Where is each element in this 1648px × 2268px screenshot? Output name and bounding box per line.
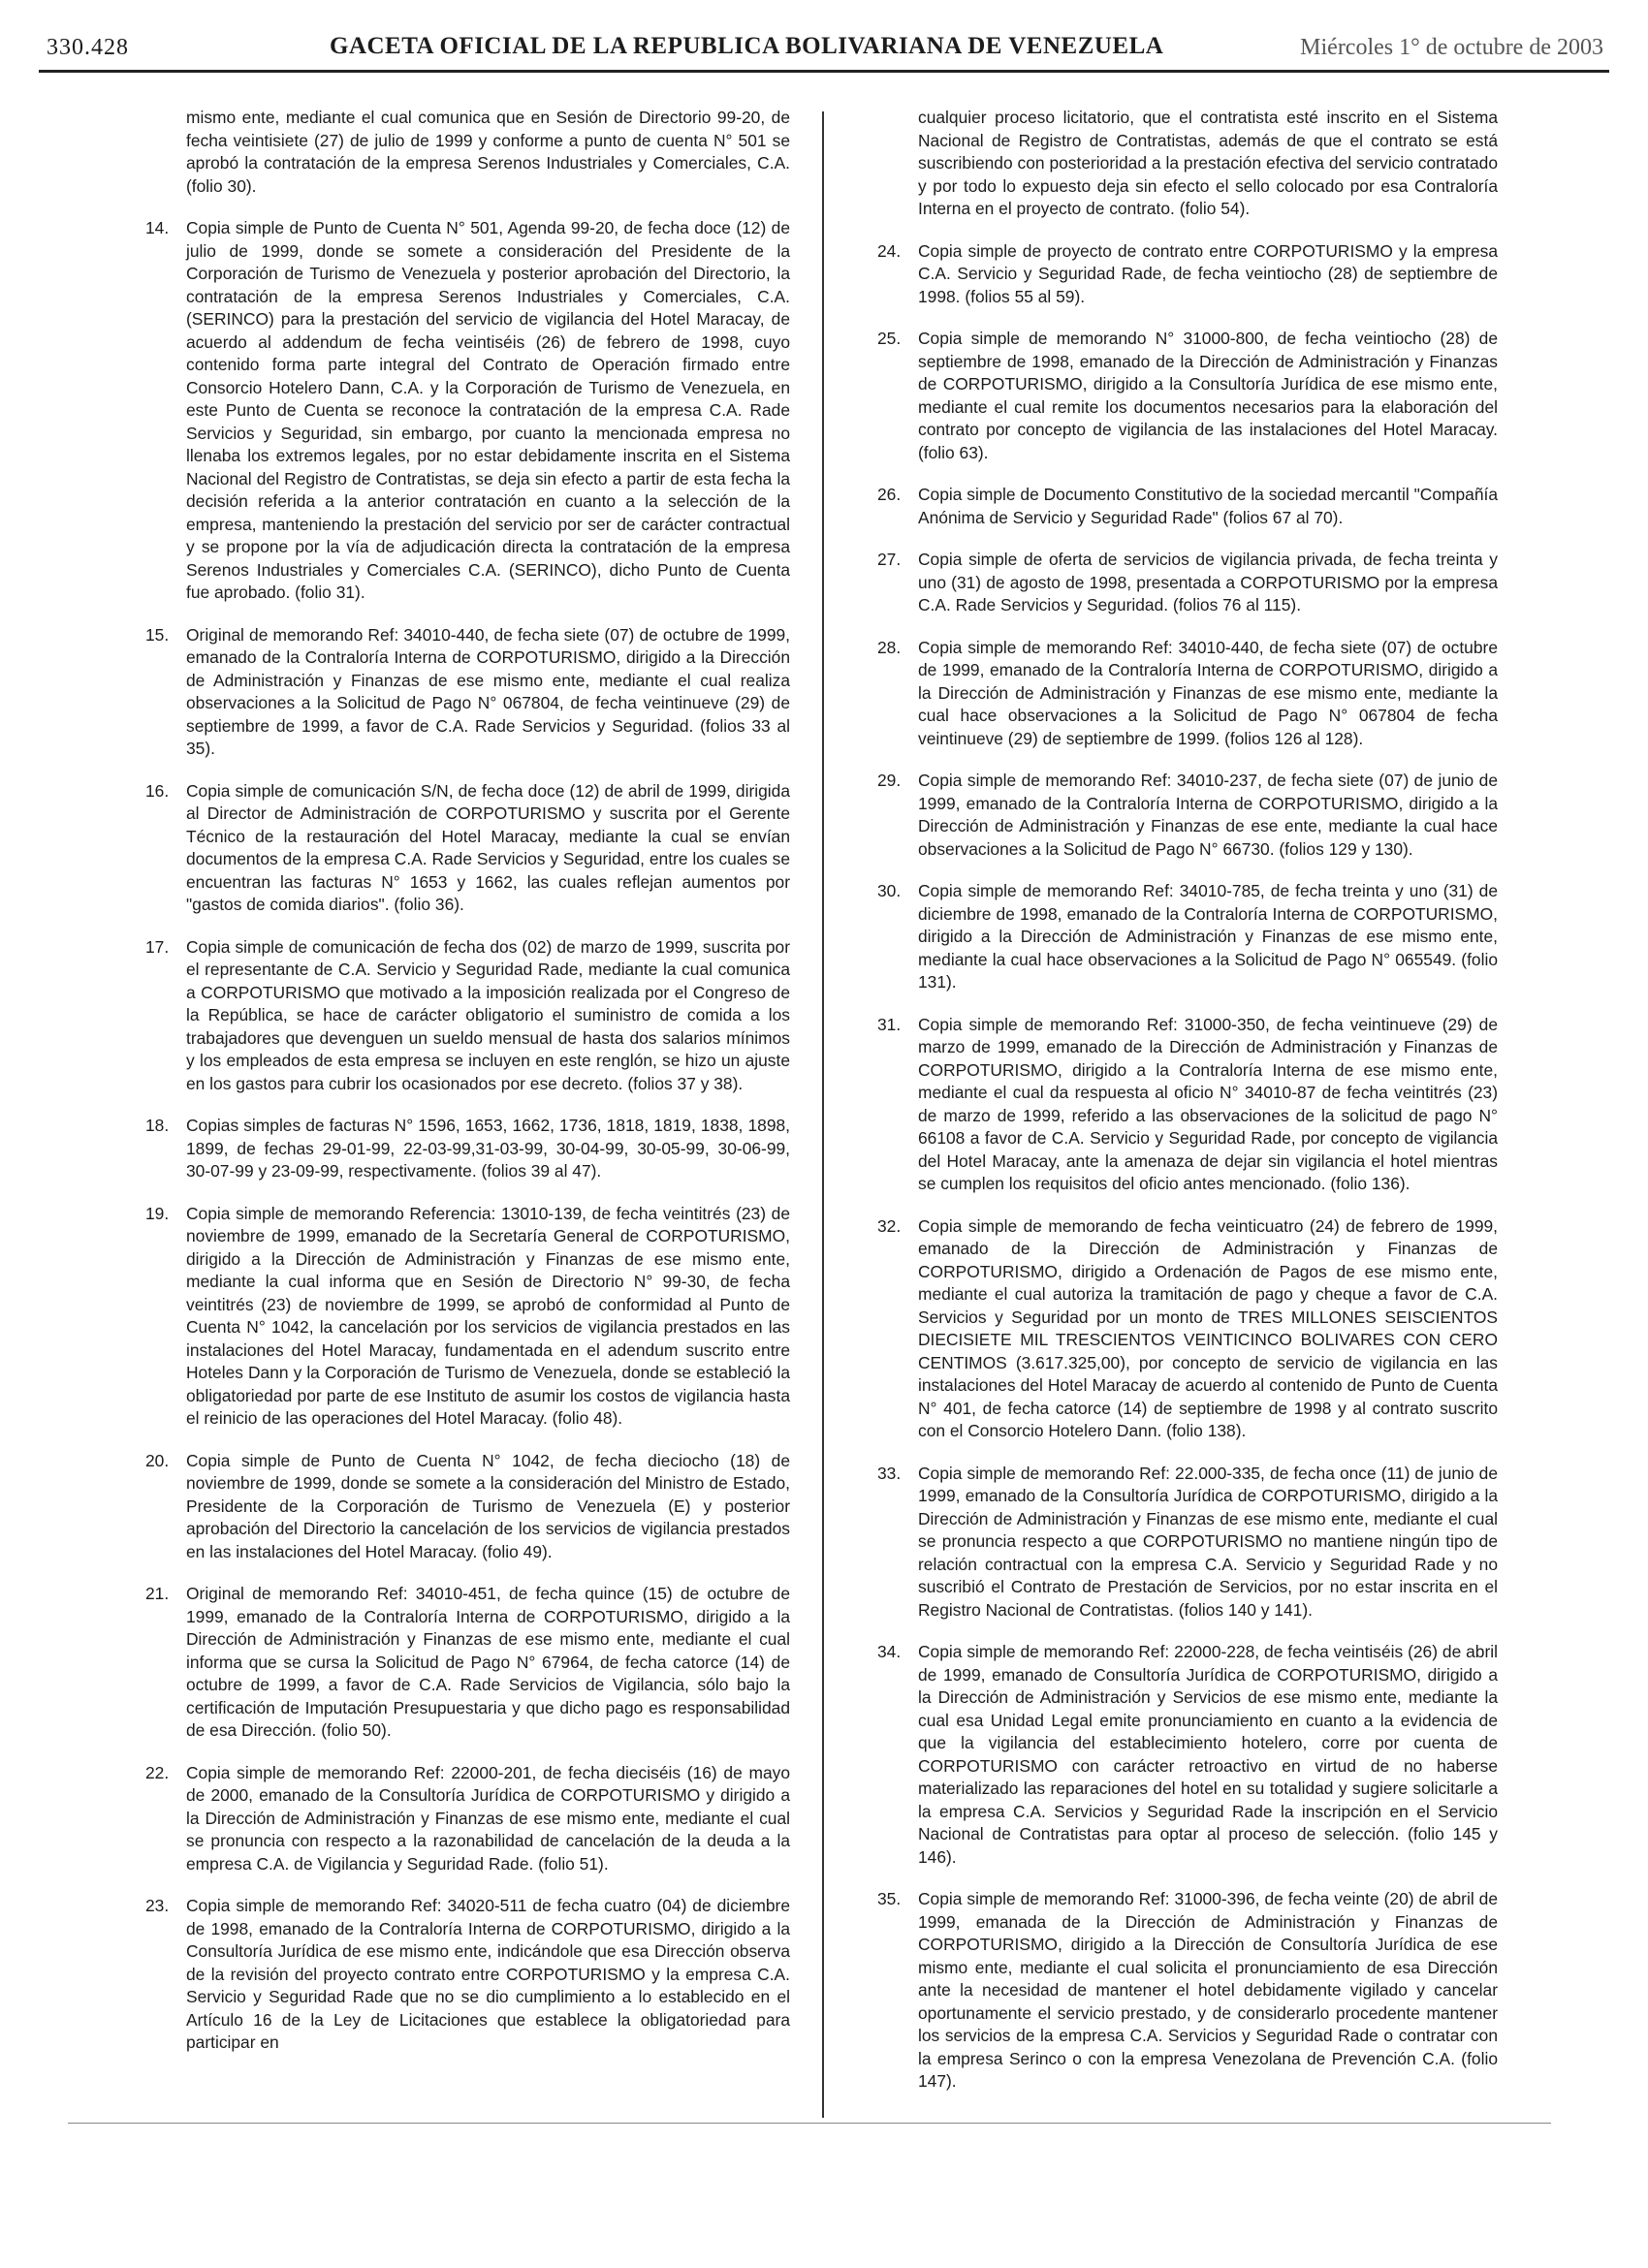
gazette-header xyxy=(39,31,1609,73)
item-text: Copia simple de memorando Ref: 34010-785, de fecha treinta y uno (31) de diciembre de 1998, emanado de la Contraloría Interna de CORPOTURISMO, dirigido a la Dirección de Administración y Finanzas de ese mismo ente, mediante la cual hace observaciones a la Solicitud de Pago N° 065549. (folio 131). xyxy=(918,881,1498,992)
item-number: 21. xyxy=(145,1584,170,1603)
item-text: Original de memorando Ref: 34010-440, de fecha siete (07) de octubre de 1999, emanado de la Contraloría Interna de CORPOTURISMO, dirigido a la Dirección de Administración y Finanzas de ese mismo ente, mediante el cual realiza observaciones a la Solicitud de Pago N° 067804, de fecha veintinueve (29) de septiembre de 1999, a favor de C.A. Rade Servicios y Seguridad. (folios 33 al 35). xyxy=(186,624,790,758)
item-number: 17. xyxy=(145,936,170,957)
list-item xyxy=(877,240,1498,309)
list-item xyxy=(877,549,1498,617)
list-item xyxy=(877,1463,1498,1622)
item-number: 35. xyxy=(877,1889,902,1908)
item-text: Copia simple de Punto de Cuenta N° 1042, de fecha dieciocho (18) de noviembre de 1999, donde se somete a la consideración del Ministro de Estado, Presidente de la Corporación de Turismo de Venezuela (E) y posterior aprobación del Directorio la cancelación de los servicios de vigilancia prestados en las instalaciones del Hotel Maracay. (folio 49). xyxy=(186,1450,790,1561)
item-number: 28. xyxy=(877,637,902,657)
list-item xyxy=(145,1203,790,1431)
footer-rule xyxy=(68,2123,1551,2124)
gazette-title: GACETA OFICIAL DE LA REPUBLICA BOLIVARIANA DE VENEZUELA xyxy=(330,33,1164,59)
list-item xyxy=(877,637,1498,751)
item-number: 30. xyxy=(877,881,902,900)
item-text: Copia simple de memorando Ref: 22000-228, de fecha veintiséis (26) de abril de 1999, emanado de Consultoría Jurídica de CORPOTURISMO, dirigido a la Dirección de Administración y Servicios de ese mismo ente, mediante la cual esa Unidad Legal emite pronunciamiento en cuanto a la evidencia de que la vigilancia del establecimiento hotelero, corre por cuenta de CORPOTURISMO con carácter retroactivo en virtud de no haberse materializado las reparaciones del hotel en su totalidad y sugiere solicitarle a la empresa C.A. Servicios y Seguridad Rade la inscripción en el Servicio Nacional de Contratistas para optar al proceso de selección. (folio 145 y 146). xyxy=(918,1642,1498,1867)
list-item xyxy=(877,484,1498,529)
column-divider xyxy=(822,111,824,2118)
list-item xyxy=(145,1895,790,2055)
item-text: Original de memorando Ref: 34010-451, de fecha quince (15) de octubre de 1999, emanado de la Contraloría Interna de CORPOTURISMO, dirigido a la Dirección de Administración y Finanzas de ese mismo ente, mediante el cual informa que se cursa la Solicitud de Pago N° 67964, de fecha catorce (14) de octubre de 1999, a favor de C.A. Rade Servicios de Vigilancia, sólo bajo la certificación de Imputación Presupuestaria y que dicho pago es responsabilidad de esa Dirección. (folio 50). xyxy=(186,1584,790,1740)
list-item xyxy=(145,624,790,761)
item-text: Copia simple de Documento Constitutivo de la sociedad mercantil "Compañía Anónima de Servicio y Seguridad Rade" (folios 67 al 70). xyxy=(918,485,1498,527)
right-item-list xyxy=(877,240,1498,2094)
list-item xyxy=(877,1014,1498,1196)
item-number: 32. xyxy=(877,1215,902,1236)
list-item xyxy=(145,936,790,1096)
issue-date: Miércoles 1° de octubre de 2003 xyxy=(1300,35,1603,60)
list-item xyxy=(877,1215,1498,1443)
list-item xyxy=(877,1888,1498,2094)
item-text: Copia simple de memorando Ref: 31000-350, de fecha veintinueve (29) de marzo de 1999, emanado de la Dirección de Administración y Finanzas de CORPOTURISMO, dirigido a la Contraloría Interna de ese mismo ente, mediante el cual da respuesta al oficio N° 34010-87 de fecha veintitrés (23) de marzo de 1999, referido a las observaciones de la solicitud de pago N° 66108 a favor de C.A. Servicio y Seguridad Rade, por concepto de vigilancia del Hotel Maracay, ante la amenaza de dejar sin vigilancia el hotel mientras se cumplen los requisitos del oficio antes mencionado. (folio 136). xyxy=(918,1014,1498,1193)
list-item xyxy=(877,880,1498,994)
item-number: 24. xyxy=(877,240,902,261)
item-text: Copia simple de proyecto de contrato entre CORPOTURISMO y la empresa C.A. Servicio y Seguridad Rade, de fecha veintiocho (28) de septiembre de 1998. (folios 55 al 59). xyxy=(918,240,1498,306)
item-text: Copia simple de memorando Ref: 22000-201, de fecha dieciséis (16) de mayo de 2000, emanado de la Consultoría Jurídica de CORPOTURISMO y dirigido a la Dirección de Administración y Finanzas de ese mismo ente, mediante el cual se pronuncia con respecto a la razonabilidad de cancelación de la deuda a la empresa C.A. de Vigilancia y Seguridad Rade. (folio 51). xyxy=(186,1762,790,1874)
list-item xyxy=(145,217,790,605)
list-item xyxy=(145,780,790,917)
list-item xyxy=(145,1450,790,1564)
item-text: Copia simple de memorando N° 31000-800, de fecha veintiocho (28) de septiembre de 1998, emanado de la Dirección de Administración y Finanzas de CORPOTURISMO, dirigido a la Consultoría Jurídica de ese mismo ente, mediante el cual remite los documentos necesarios para la elaboración del contrato por concepto de vigilancia de las instalaciones del Hotel Maracay. (folio 63). xyxy=(918,329,1498,462)
item-number: 23. xyxy=(145,1896,170,1915)
item-number: 34. xyxy=(877,1642,902,1661)
item-text: Copia simple de memorando Referencia: 13010-139, de fecha veintitrés (23) de noviembre de 1999, emanado de la Secretaría General de CORPOTURISMO, dirigido a la Dirección de Administración y Finanzas de ese mismo ente, mediante la cual informa que en Sesión de Directorio N° 99-30, de fecha veintitrés (23) de noviembre de 1999, se aprobó de conformidad al Punto de Cuenta N° 1042, la cancelación por los servicios de vigilancia prestados en las instalaciones del Hotel Maracay, fundamentada en el adendum suscrito entre Hoteles Dann y la Corporación de Turismo de Venezuela, donde se estableció la obligatoriedad por parte de ese Instituto de asumir los costos de vigilancia hasta el reinicio de las operaciones del Hotel Maracay. (folio 48). xyxy=(186,1203,790,1428)
item-number: 31. xyxy=(877,1014,902,1034)
item-text: Copia simple de memorando Ref: 31000-396, de fecha veinte (20) de abril de 1999, emanada de la Dirección de Administración y Finanzas de CORPOTURISMO, dirigido a la Dirección de Consultoría Jurídica de ese mismo ente, mediante el cual solicita el pronunciamiento de esa Dirección ante la necesidad de mantener el hotel debidamente vigilado y cancelar oportunamente el servicio prestado, y de considerarlo procedente mantener los servicios de la empresa C.A. Servicios y Seguridad Rade o contratar con la empresa Serinco o con la empresa Venezolana de Prevención C.A. (folio 147). xyxy=(918,1889,1498,2091)
item-number: 15. xyxy=(145,624,170,645)
item-text: Copia simple de memorando Ref: 34010-237, de fecha siete (07) de junio de 1999, emanado de la Contraloría Interna de CORPOTURISMO, dirigido a la Dirección de Administración y Finanzas de ese ente, mediante la cual hace observaciones a la Solicitud de Pago N° 66730. (folios 129 y 130). xyxy=(918,771,1498,859)
item-number: 18. xyxy=(145,1116,170,1135)
item-number: 26. xyxy=(877,485,902,504)
right-intro-paragraph: cualquier proceso licitatorio, que el contratista esté inscrito en el Sistema Nacional de Registro de Contratistas, además de que el contrato se está suscribiendo con posterioridad a la prestación efectiva del servicio contratado y por todo lo expuesto deja sin efecto el sello colocado por esa Contraloría Interna en el proyecto de contrato. (folio 54). xyxy=(918,108,1498,218)
left-item-list xyxy=(145,217,790,2055)
item-text: Copia simple de memorando de fecha veinticuatro (24) de febrero de 1999, emanado de la Dirección de Administración y Finanzas de CORPOTURISMO, dirigido a Ordenación de Pagos de ese mismo ente, mediante el cual autoriza la tramitación de pago y cheque a favor de C.A. Servicios y Seguridad por un monto de TRES MILLONES SEISCIENTOS DIECISIETE MIL TRESCIENTOS VEINTICINCO BOLIVARES CON CERO CENTIMOS (3.617.325,00), por concepto de servicio de vigilancia en las instalaciones del Hotel Maracay de acuerdo al contenido de Punto de Cuenta N° 401, de fecha catorce (14) de septiembre de 1998 y al contrato suscrito con el Consorcio Hotelero Dann. (folio 138). xyxy=(918,1215,1498,1440)
right-column xyxy=(877,107,1498,2113)
left-intro-paragraph: mismo ente, mediante el cual comunica que en Sesión de Directorio 99-20, de fecha veintisiete (27) de julio de 1999 y conforme a punto de cuenta N° 501 se aprobó la contratación de la empresa Serenos Industriales y Comerciales, C.A. (folio 30). xyxy=(186,108,790,196)
item-text: Copia simple de comunicación de fecha dos (02) de marzo de 1999, suscrita por el representante de C.A. Servicio y Seguridad Rade, mediante la cual comunica a CORPOTURISMO que motivado a la imposición realizada por el Congreso de la República, se hace de carácter obligatorio el suministro de comida a los trabajadores que devenguen un sueldo mensual de hasta dos salarios mínimos y los empleados de esta empresa se incluyen en este renglón, se hizo un ajuste en los gastos para cubrir los ocasionados por ese decreto. (folios 37 y 38). xyxy=(186,936,790,1093)
list-item xyxy=(877,328,1498,464)
item-text: Copia simple de comunicación S/N, de fecha doce (12) de abril de 1999, dirigida al Director de Administración de CORPOTURISMO y suscrita por el Gerente Técnico de la restauración del Hotel Maracay, mediante la cual se envían documentos de la empresa C.A. Rade Servicios y Seguridad, entre los cuales se encuentran las facturas N° 1653 y 1662, las cuales reflejan aumentos por "gastos de comida diarios". (folio 36). xyxy=(186,780,790,914)
item-number: 19. xyxy=(145,1203,170,1223)
left-column xyxy=(145,107,790,2074)
item-number: 27. xyxy=(877,550,902,569)
item-text: Copia simple de memorando Ref: 34010-440, de fecha siete (07) de octubre de 1999, emanado de la Contraloría Interna de CORPOTURISMO, dirigido a la Dirección de Administración y Finanzas de ese mismo ente, mediante la cual hace observaciones a la Solicitud de Pago N° 067804 de fecha veintinueve (29) de septiembre de 1999. (folios 126 al 128). xyxy=(918,637,1498,748)
item-number: 29. xyxy=(877,771,902,790)
item-number: 33. xyxy=(877,1463,902,1483)
item-number: 14. xyxy=(145,218,170,237)
page-number: 330.428 xyxy=(47,35,129,60)
item-number: 20. xyxy=(145,1450,170,1470)
item-number: 22. xyxy=(145,1762,170,1782)
list-item xyxy=(877,1641,1498,1869)
item-text: Copia simple de oferta de servicios de vigilancia privada, de fecha treinta y uno (31) de agosto de 1998, presentada a CORPOTURISMO por la empresa C.A. Rade Servicios y Seguridad. (folios 76 al 115). xyxy=(918,550,1498,614)
item-number: 16. xyxy=(145,780,170,801)
item-text: Copia simple de Punto de Cuenta N° 501, Agenda 99-20, de fecha doce (12) de julio de 1999, donde se somete a consideración del Presidente de la Corporación de Turismo de Venezuela y posterior aprobación del Directorio, la contratación de la empresa Serenos Industriales y Comerciales, C.A. (SERINCO) para la prestación del servicio de vigilancia del Hotel Maracay, de acuerdo al addendum de fecha veintiséis (26) de febrero de 1998, cuyo contenido forma parte integral del Contrato de Operación firmado entre Consorcio Hotelero Dann, C.A. y la Corporación de Turismo de Venezuela, en este Punto de Cuenta se reconoce la contratación de la empresa C.A. Rade Servicios y Seguridad, sin embargo, por cuanto la mencionada empresa no llenaba los extremos legales, por no estar debidamente inscrita en el Sistema Nacional del Registro de Contratistas, se deja sin efecto a partir de esta fecha la decisión referida a la anterior contratación en cuanto a la selección de la empresa, manteniendo la prestación del servicio por ser de carácter contractual y se propone por la vía de adjudicación directa la contratación de la empresa Serenos Industriales y Comerciales C.A. (SERINCO), dicho Punto de Cuenta fue aprobado. (folio 31). xyxy=(186,218,790,602)
item-number: 25. xyxy=(877,329,902,348)
list-item xyxy=(145,1762,790,1876)
list-item xyxy=(145,1115,790,1183)
list-item xyxy=(877,770,1498,861)
item-text: Copias simples de facturas N° 1596, 1653, 1662, 1736, 1818, 1819, 1838, 1898, 1899, de fechas 29-01-99, 22-03-99,31-03-99, 30-04-99, 30-05-99, 30-06-99, 30-07-99 y 23-09-99, respectivamente. (folios 39 al 47). xyxy=(186,1116,790,1181)
item-text: Copia simple de memorando Ref: 34020-511 de fecha cuatro (04) de diciembre de 1998, emanado de la Contraloría Interna de CORPOTURISMO, dirigido a la Consultoría Jurídica de ese mismo ente, indicándole que esa Dirección observa de la revisión del proyecto contrato entre CORPOTURISMO y la empresa C.A. Servicio y Seguridad Rade que no se dio cumplimiento a lo establecido en el Artículo 16 de la Ley de Licitaciones que establece la obligatoriedad para participar en xyxy=(186,1896,790,2052)
list-item xyxy=(145,1583,790,1743)
item-text: Copia simple de memorando Ref: 22.000-335, de fecha once (11) de junio de 1999, emanado de la Consultoría Jurídica de CORPOTURISMO, dirigido a la Dirección de Administración y Finanzas de ese mismo ente, mediante el cual se pronuncia respecto a que CORPOTURISMO no mantiene ningún tipo de relación contractual con la empresa C.A. Servicio y Seguridad Rade y no suscribió el Contrato de Prestación de Servicios, por no estar inscrita en el Registro Nacional de Contratistas. (folios 140 y 141). xyxy=(918,1463,1498,1620)
